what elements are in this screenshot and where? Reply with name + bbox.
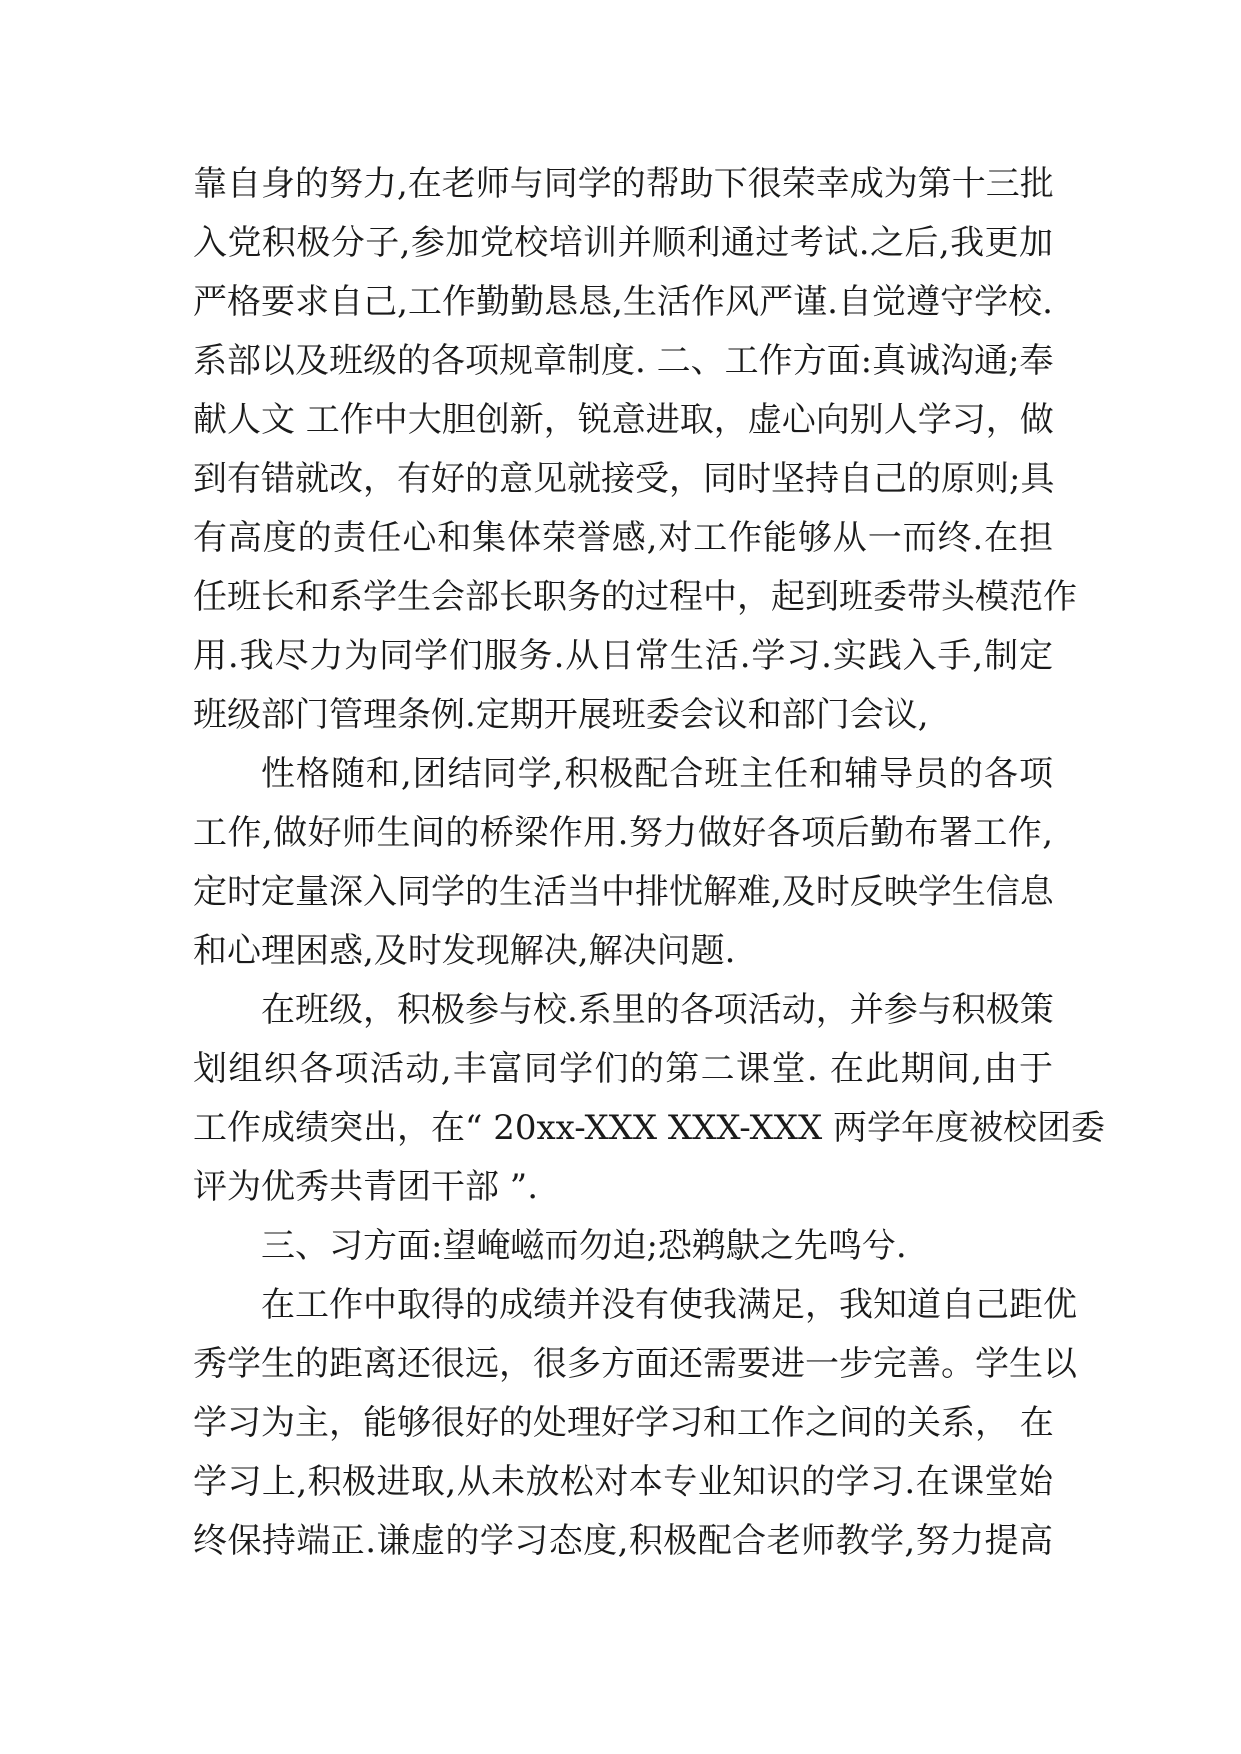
text-line: 靠自身的努力,在老师与同学的帮助下很荣幸成为第十三批 (193, 164, 1054, 204)
text-line: 严格要求自己,工作勤勤恳恳,生活作风严谨.自觉遵守学校. (193, 282, 1053, 322)
text-line: 用.我尽力为同学们服务.从日常生活.学习.实践入手,制定 (193, 636, 1053, 676)
text-line: 到有错就改，有好的意见就接受，同时坚持自己的原则;具 (193, 459, 1055, 499)
text-line: 三、习方面:望崦嵫而勿迫;恐鹈鴃之先鸣兮. (261, 1226, 907, 1266)
text-line: 班级部门管理条例.定期开展班委会议和部门会议, (193, 695, 929, 735)
text-line: 学习为主，能够很好的处理好学习和工作之间的关系， 在 (193, 1403, 1054, 1443)
text-line: 学习上,积极进取,从未放松对本专业知识的学习.在课堂始 (193, 1462, 1053, 1502)
text-line: 在工作中取得的成绩并没有使我满足，我知道自己距优 (261, 1285, 1077, 1325)
text-line: 划组织各项活动,丰富同学们的第二课堂. 在此期间,由于 (193, 1049, 1053, 1089)
text-line: 终保持端正.谦虚的学习态度,积极配合老师教学,努力提高 (193, 1521, 1053, 1561)
text-line: 定时定量深入同学的生活当中排忧解难,及时反映学生信息 (193, 872, 1054, 912)
text-line: 系部以及班级的各项规章制度. 二、工作方面:真诚沟通;奉 (193, 341, 1054, 381)
text-line: 在班级，积极参与校.系里的各项活动，并参与积极策 (261, 990, 1054, 1030)
text-line: 评为优秀共青团干部 ”. (193, 1167, 538, 1207)
text-line: 秀学生的距离还很远，很多方面还需要进一步完善。学生以 (193, 1344, 1077, 1384)
text-line: 工作成绩突出，在“ 20xx-XXX XXX-XXX 两学年度被校团委 (193, 1108, 1106, 1148)
document-body (193, 155, 1106, 1571)
text-line: 有高度的责任心和集体荣誉感,对工作能够从一而终.在担 (193, 518, 1053, 558)
text-line: 性格随和,团结同学,积极配合班主任和辅导员的各项 (261, 754, 1053, 794)
text-line: 任班长和系学生会部长职务的过程中，起到班委带头模范作 (193, 577, 1077, 617)
text-line: 入党积极分子,参加党校培训并顺利通过考试.之后,我更加 (193, 223, 1053, 263)
text-line: 献人文 工作中大胆创新，锐意进取，虚心向别人学习，做 (193, 400, 1054, 440)
text-line: 和心理困惑,及时发现解决,解决问题. (193, 931, 736, 971)
text-line: 工作,做好师生间的桥梁作用.努力做好各项后勤布署工作, (193, 813, 1053, 853)
